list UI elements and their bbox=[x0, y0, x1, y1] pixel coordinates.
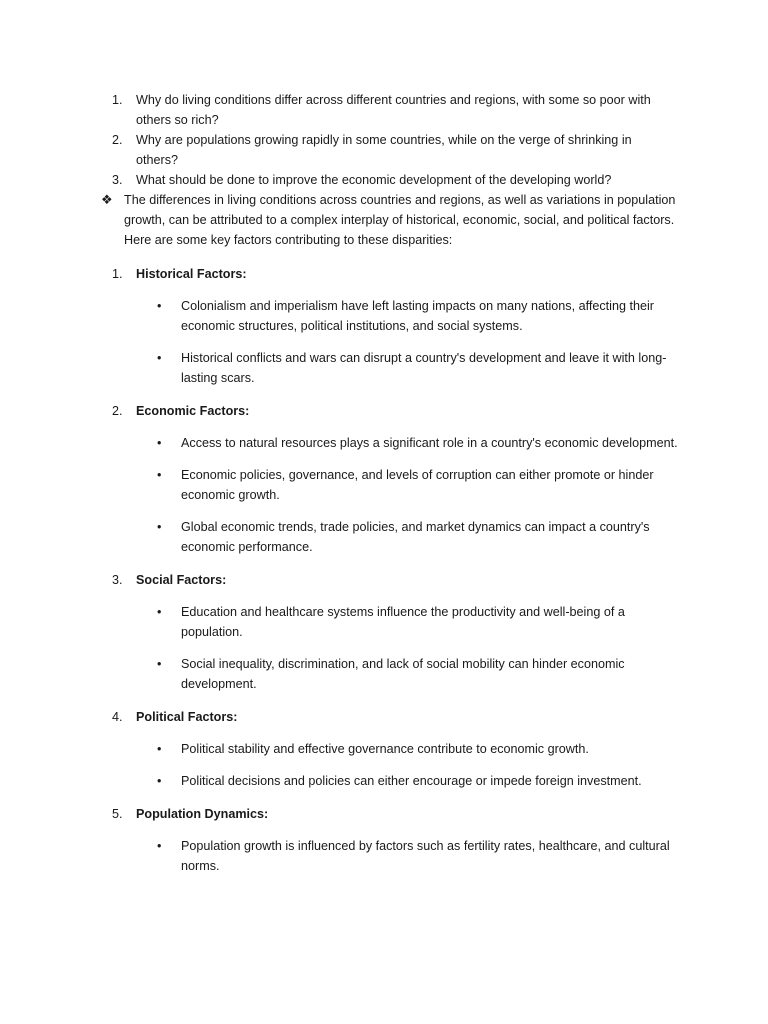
bullet-icon: • bbox=[157, 468, 162, 482]
bullet-item bbox=[0, 771, 768, 791]
intro-paragraph bbox=[0, 190, 768, 250]
section-political bbox=[0, 707, 768, 727]
bullet-text: Colonialism and imperialism have left lasting impacts on many nations, affecting their economic structures, political institutions, and social systems. bbox=[181, 299, 654, 333]
bullet-text: Population growth is influenced by factors such as fertility rates, healthcare, and cultural norms. bbox=[181, 839, 670, 873]
bullet-item bbox=[0, 654, 768, 694]
section-title: Social Factors: bbox=[136, 573, 227, 587]
section-number: 3. bbox=[112, 573, 123, 587]
question-text: Why do living conditions differ across different countries and regions, with some so poor with others so rich? bbox=[136, 93, 651, 127]
bullet-icon: • bbox=[157, 605, 162, 619]
bullet-icon: • bbox=[157, 774, 162, 788]
bullet-text: Global economic trends, trade policies, and market dynamics can impact a country's economic performance. bbox=[181, 520, 650, 554]
bullet-item bbox=[0, 836, 768, 876]
section-number: 5. bbox=[112, 807, 123, 821]
bullet-text: Social inequality, discrimination, and lack of social mobility can hinder economic development. bbox=[181, 657, 625, 691]
question-number: 1. bbox=[112, 93, 123, 107]
bullet-icon: • bbox=[157, 520, 162, 534]
section-title: Population Dynamics: bbox=[136, 807, 269, 821]
bullet-text: Education and healthcare systems influence the productivity and well-being of a population. bbox=[181, 605, 625, 639]
bullet-text: Political stability and effective governance contribute to economic growth. bbox=[181, 742, 589, 756]
section-economic bbox=[0, 401, 768, 421]
bullet-text: Historical conflicts and wars can disrupt a country's development and leave it with long-lasting scars. bbox=[181, 351, 667, 385]
diamond-bullet-icon: ❖ bbox=[101, 192, 113, 207]
question-list bbox=[0, 90, 768, 190]
section-number: 4. bbox=[112, 710, 123, 724]
question-item bbox=[0, 170, 768, 190]
bullet-item bbox=[0, 517, 768, 557]
bullet-item bbox=[0, 296, 768, 336]
section-title: Political Factors: bbox=[136, 710, 238, 724]
section-number: 2. bbox=[112, 404, 123, 418]
question-text: Why are populations growing rapidly in some countries, while on the verge of shrinking in others? bbox=[136, 133, 632, 167]
section-title: Economic Factors: bbox=[136, 404, 250, 418]
section-historical bbox=[0, 264, 768, 284]
intro-text: The differences in living conditions across countries and regions, as well as variations in population growth, can be attributed to a complex interplay of historical, economic, social, and political factors. Here are some key factors contributing to these disparities: bbox=[124, 193, 676, 247]
bullet-item bbox=[0, 465, 768, 505]
section-number: 1. bbox=[112, 267, 123, 281]
question-text: What should be done to improve the economic development of the developing world? bbox=[136, 173, 612, 187]
section-population bbox=[0, 804, 768, 824]
question-number: 3. bbox=[112, 173, 123, 187]
bullet-icon: • bbox=[157, 299, 162, 313]
bullet-icon: • bbox=[157, 742, 162, 756]
question-item bbox=[0, 90, 768, 130]
bullet-item bbox=[0, 433, 768, 453]
question-item bbox=[0, 130, 768, 170]
bullet-text: Economic policies, governance, and levels of corruption can either promote or hinder economic growth. bbox=[181, 468, 654, 502]
bullet-icon: • bbox=[157, 351, 162, 365]
bullet-item bbox=[0, 602, 768, 642]
section-title: Historical Factors: bbox=[136, 267, 247, 281]
bullet-icon: • bbox=[157, 839, 162, 853]
bullet-text: Access to natural resources plays a significant role in a country's economic development. bbox=[181, 436, 678, 450]
document-page bbox=[0, 90, 768, 876]
bullet-item bbox=[0, 348, 768, 388]
section-social bbox=[0, 570, 768, 590]
bullet-icon: • bbox=[157, 436, 162, 450]
question-number: 2. bbox=[112, 133, 123, 147]
bullet-text: Political decisions and policies can either encourage or impede foreign investment. bbox=[181, 774, 642, 788]
bullet-icon: • bbox=[157, 657, 162, 671]
bullet-item bbox=[0, 739, 768, 759]
